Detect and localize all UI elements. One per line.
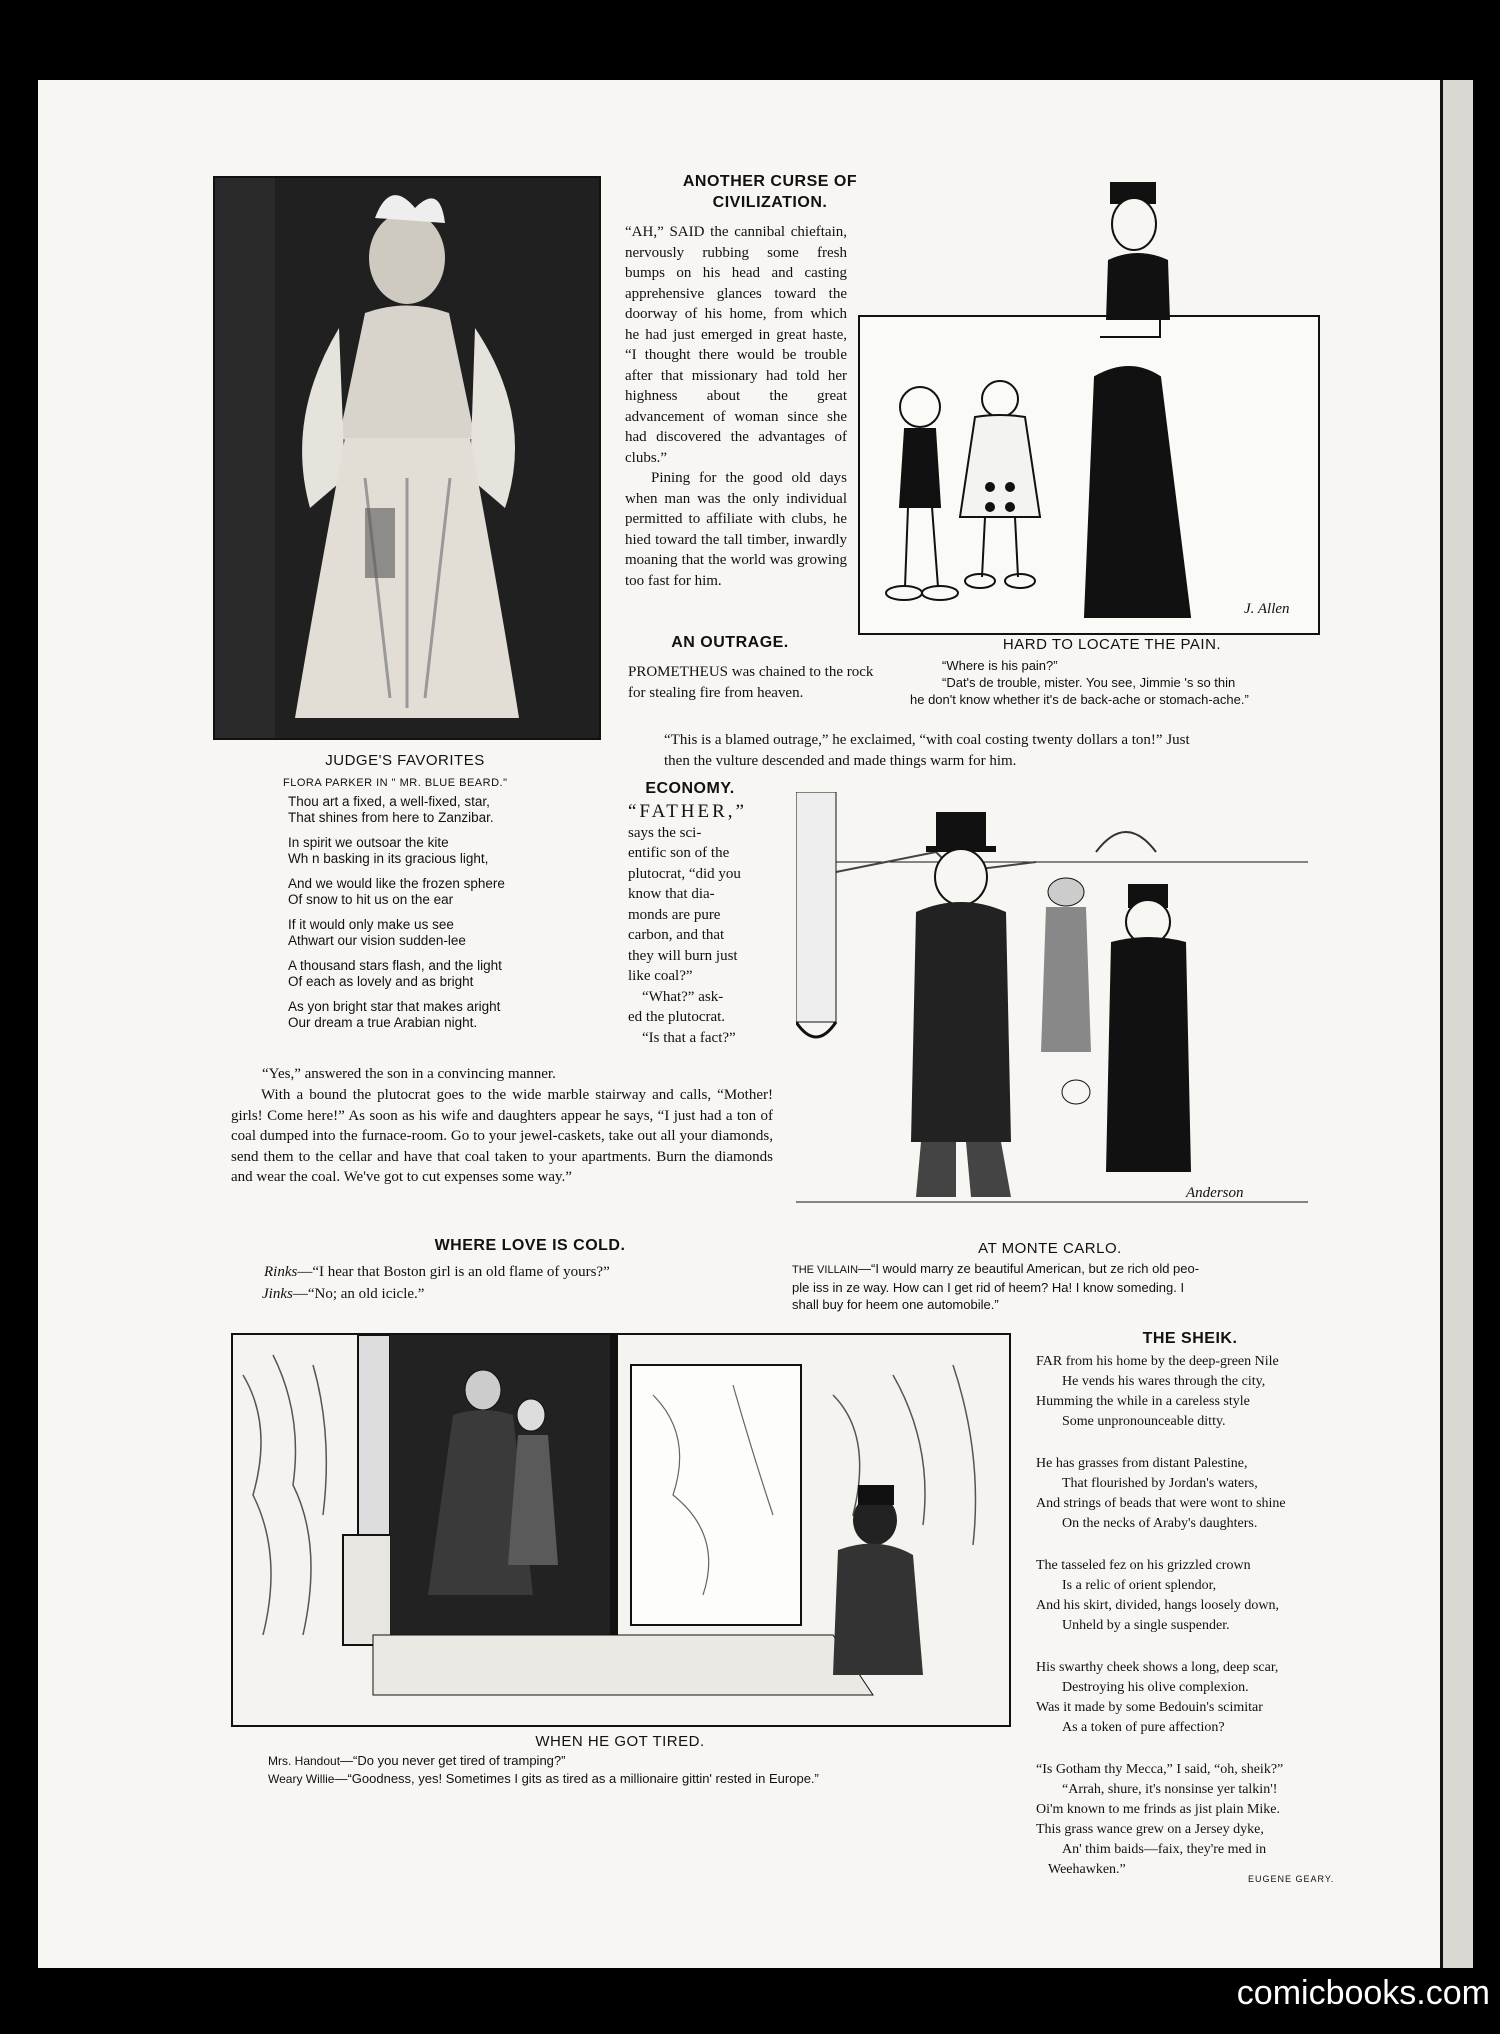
tall-man-head-illustration	[1098, 180, 1178, 320]
economy-line: ed the plutocrat.	[628, 1009, 726, 1025]
poem-stanza	[288, 794, 608, 826]
sheik-line: “Arrah, shure, it's nonsinse yer talkin'!	[1062, 1782, 1278, 1797]
sheik-line: His swarthy cheek shows a long, deep scar,	[1036, 1660, 1279, 1675]
pain-line-1: “Where is his pain?”	[942, 658, 1058, 673]
porch-illustration	[233, 1335, 1009, 1725]
economy-para-yes: “Yes,” answered the son in a convincing manner.	[262, 1066, 556, 1082]
economy-line: entific son of the	[628, 845, 730, 861]
economy-line: says the sci-	[628, 824, 702, 841]
poem-line: Athwart our vision sudden-lee	[288, 933, 466, 948]
sheik-line: Some unpronounceable ditty.	[1062, 1414, 1226, 1429]
got-tired-speaker-2: Weary Willie	[268, 1772, 335, 1786]
sheik-line: And his skirt, divided, hangs loosely down,	[1036, 1598, 1280, 1613]
poem-stanza	[288, 999, 608, 1031]
sheik-stanza	[1036, 1352, 1356, 1432]
love-cold-text-1: —“I hear that Boston girl is an old flame of yours?”	[297, 1264, 610, 1280]
economy-line: carbon, and that	[628, 927, 725, 943]
monte-carlo-illustration	[796, 792, 1308, 1222]
economy-column	[628, 802, 778, 1048]
love-cold-line-1	[264, 1262, 784, 1283]
sheik-line: Humming the while in a careless style	[1036, 1394, 1250, 1409]
poem-stanza	[288, 876, 608, 908]
economy-line: plutocrat, “did you	[628, 865, 741, 882]
poem-line: Wh n basking in its gracious light,	[288, 851, 489, 866]
curse-title-2: CIVILIZATION.	[712, 194, 828, 211]
love-cold-line-2	[262, 1284, 782, 1305]
sheik-line: He vends his wares through the city,	[1062, 1374, 1266, 1389]
pain-line-2: “Dat's de trouble, mister. You see, Jimmie 's so thin	[942, 675, 1236, 690]
watermark: comicbooks.com	[1236, 1974, 1490, 2012]
sheik-line: Weehawken.”	[1048, 1862, 1126, 1877]
curse-title-1: ANOTHER CURSE OF	[682, 173, 858, 190]
sheik-line: And strings of beads that were wont to shine	[1036, 1496, 1286, 1511]
sheik-line: FAR from his home by the deep-green Nile	[1036, 1354, 1279, 1369]
economy-line: “Is that a fact?”	[642, 1029, 736, 1046]
sheik-line: He has grasses from distant Palestine,	[1036, 1456, 1248, 1471]
got-tired-text-1: —“Do you never get tired of tramping?”	[340, 1753, 566, 1768]
monte-carlo-title: AT MONTE CARLO.	[978, 1240, 1122, 1257]
pain-cartoon	[858, 315, 1320, 635]
sheik-poem	[1036, 1352, 1356, 1902]
economy-line: “What?” ask-	[642, 988, 724, 1005]
got-tired-line-1	[268, 1752, 968, 1770]
sheik-line: That flourished by Jordan's waters,	[1062, 1476, 1258, 1491]
curse-para-1: “AH,” SAID the cannibal chieftain, nervously rubbing some fresh bumps on his head and casting apprehensive glances toward the doorway of his home, from which he had just emerged in great haste, “I thought there would be trouble after that missionary had told her highness about the great advancement of woman since she had discovered the advantages of clubs.”	[625, 224, 847, 466]
poem-stanza	[288, 958, 608, 990]
outrage-para-1: PROMETHEUS was chained to the rock for stealing fire from heaven.	[628, 664, 874, 701]
poem-line: As yon bright star that makes aright	[288, 999, 501, 1014]
sheik-line: This grass wance grew on a Jersey dyke,	[1036, 1822, 1264, 1837]
sheik-line: As a token of pure affection?	[1062, 1720, 1225, 1735]
economy-line: “FATHER,”	[628, 801, 747, 822]
sheik-stanza	[1036, 1454, 1356, 1534]
poem-line: A thousand stars flash, and the light	[288, 958, 502, 973]
poem-stanza	[288, 835, 608, 867]
sheik-line: “Is Gotham thy Mecca,” I said, “oh, sheik?”	[1036, 1762, 1284, 1777]
economy-line: they will burn just	[628, 947, 738, 964]
when-he-got-tired-cartoon	[231, 1333, 1011, 1727]
love-cold-title: WHERE LOVE IS COLD.	[434, 1237, 626, 1254]
poem-line: And we would like the frozen sphere	[288, 876, 505, 891]
favorites-poem	[288, 794, 608, 1040]
poem-line: If it would only make us see	[288, 917, 454, 932]
pain-cartoon-illustration	[860, 317, 1318, 633]
curse-article	[625, 222, 847, 591]
sheik-line: On the necks of Araby's daughters.	[1062, 1516, 1258, 1531]
got-tired-title: WHEN HE GOT TIRED.	[535, 1733, 705, 1750]
outrage-title: AN OUTRAGE.	[671, 634, 789, 651]
got-tired-text-2: —“Goodness, yes! Sometimes I gits as tired as a millionaire gittin' rested in Europe.”	[334, 1771, 819, 1786]
sheik-stanza	[1036, 1556, 1356, 1636]
sheik-title: THE SHEIK.	[1142, 1330, 1238, 1347]
love-cold-speaker-1: Rinks	[264, 1264, 298, 1280]
monte-carlo-cartoon	[796, 792, 1308, 1222]
flora-parker-photo	[213, 176, 601, 740]
sheik-line: Was it made by some Bedouin's scimitar	[1036, 1700, 1263, 1715]
monte-carlo-caption	[792, 1260, 1352, 1313]
poem-line: That shines from here to Zanzibar.	[288, 810, 494, 825]
sheik-line: Destroying his olive complexion.	[1062, 1680, 1249, 1695]
got-tired-speaker-1: Mrs. Handout	[268, 1754, 341, 1768]
sheik-author: EUGENE GEARY.	[1248, 1874, 1335, 1884]
economy-para-final: With a bound the plutocrat goes to the wide marble stairway and calls, “Mother! girls! Come here!” As soon as his wife and daughters appear he says, “I just had a ton of coal dumped into the furnace-room. Go to your jewel-caskets, take out all your diamonds, send them to the cellar and have that coal taken to your apartments. Burn the diamonds and wear the coal. We've got to cut expenses some way.”	[231, 1087, 773, 1185]
photo-illustration	[215, 178, 599, 738]
tall-man-head	[1098, 180, 1178, 320]
pain-title: HARD TO LOCATE THE PAIN.	[1002, 636, 1222, 653]
poem-line: In spirit we outsoar the kite	[288, 835, 449, 850]
monte-carlo-line-2: ple iss in ze way. How can I get rid of heem? Ha! I know someding. I	[792, 1280, 1185, 1295]
sheik-line: Oi'm known to me frinds as jist plain Mike.	[1036, 1802, 1281, 1817]
sheik-stanza	[1036, 1658, 1356, 1738]
economy-line: know that dia-	[628, 886, 715, 902]
curse-para-2: Pining for the good old days when man was the only individual permitted to affiliate with clubs, he hied toward the tall timber, inwardly moaning that the world was growing too fast for him.	[625, 470, 847, 589]
got-tired-line-2	[268, 1770, 1028, 1788]
pain-signature: J. Allen	[1244, 601, 1290, 617]
love-cold-speaker-2: Jinks	[262, 1286, 293, 1302]
sheik-line: An' thim baids—faix, they're med in	[1062, 1842, 1267, 1857]
pain-line-3: he don't know whether it's de back-ache or stomach-ache.”	[910, 692, 1249, 707]
poem-line: Of each as lovely and as bright	[288, 974, 474, 989]
adjacent-page-edge	[1440, 80, 1473, 1968]
economy-line: monds are pure	[628, 906, 721, 923]
sheik-stanza	[1036, 1760, 1356, 1880]
sheik-line: The tasseled fez on his grizzled crown	[1036, 1558, 1251, 1573]
outrage-para-2: “This is a blamed outrage,” he exclaimed, “with coal costing twenty dollars a ton!” Just then the vulture descended and made things warm for him.	[664, 732, 1190, 769]
monte-carlo-signature: Anderson	[1186, 1185, 1244, 1201]
sheik-line: Is a relic of orient splendor,	[1062, 1578, 1217, 1593]
poem-stanza	[288, 917, 608, 949]
poem-line: Thou art a fixed, a well-fixed, star,	[288, 794, 490, 809]
monte-carlo-speaker: THE VILLAIN	[792, 1264, 859, 1276]
photo-subtitle: FLORA PARKER IN " MR. BLUE BEARD."	[283, 777, 508, 789]
love-cold-text-2: —“No; an old icicle.”	[292, 1286, 425, 1302]
monte-carlo-line-1: —“I would marry ze beautiful American, but ze rich old peo-	[858, 1261, 1200, 1276]
sheik-line: Unheld by a single suspender.	[1062, 1618, 1230, 1633]
economy-line: like coal?”	[628, 968, 693, 984]
economy-title: ECONOMY.	[645, 780, 735, 797]
poem-line: Our dream a true Arabian night.	[288, 1015, 478, 1030]
photo-title: JUDGE'S FAVORITES	[325, 752, 485, 769]
monte-carlo-line-3: shall buy for heem one automobile.”	[792, 1297, 999, 1312]
poem-line: Of snow to hit us on the ear	[288, 892, 454, 907]
